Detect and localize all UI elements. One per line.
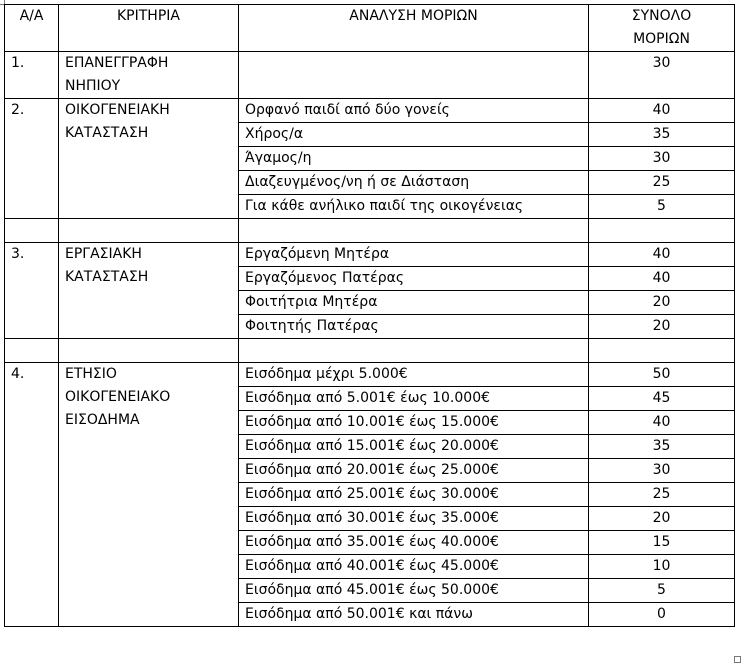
table-row (5, 52, 735, 99)
analysis-cell: Εισόδημα από 10.001€ έως 15.000€ (239, 411, 589, 435)
analysis-cell: Διαζευγμένος/νη ή σε Διάσταση (239, 171, 589, 195)
analysis-cell: Άγαμος/η (239, 147, 589, 171)
analysis-cell: Χήρος/α (239, 123, 589, 147)
criterion-line: ΟΙΚΟΓΕΝΕΙΑΚΟ (65, 389, 171, 405)
table-row (5, 363, 735, 387)
points-cell: 40 (589, 411, 735, 435)
analysis-cell: Για κάθε ανήλικο παιδί της οικογένειας (239, 195, 589, 219)
analysis-cell: Εισόδημα από 15.001€ έως 20.000€ (239, 435, 589, 459)
points-cell: 15 (589, 531, 735, 555)
analysis-cell: Εισόδημα από 50.001€ και πάνω (239, 603, 589, 627)
analysis-cell: Εργαζόμενη Μητέρα (239, 243, 589, 267)
criterion-cell (59, 243, 239, 339)
table-row (5, 99, 735, 123)
points-cell: 40 (589, 243, 735, 267)
criterion-line: ΕΡΓΑΣΙΑΚΗ (65, 246, 142, 262)
table-body (5, 52, 735, 627)
criterion-cell (59, 99, 239, 219)
criterion-line: ΚΑΤΑΣΤΑΣΗ (65, 125, 149, 141)
analysis-cell: Εργαζόμενος Πατέρας (239, 267, 589, 291)
empty-cell (59, 219, 239, 243)
empty-cell (239, 219, 589, 243)
points-cell: 40 (589, 267, 735, 291)
points-cell: 35 (589, 435, 735, 459)
analysis-cell: Εισόδημα από 45.001€ έως 50.000€ (239, 579, 589, 603)
header-criteria: ΚΡΙΤΗΡΙΑ (59, 5, 239, 52)
criterion-cell (59, 363, 239, 627)
criteria-table (4, 4, 735, 627)
analysis-cell: Φοιτήτρια Μητέρα (239, 291, 589, 315)
analysis-cell: Εισόδημα μέχρι 5.000€ (239, 363, 589, 387)
points-cell: 50 (589, 363, 735, 387)
table-resize-handle[interactable] (734, 656, 741, 663)
row-number: 3. (5, 243, 59, 339)
empty-cell (239, 339, 589, 363)
criterion-cell (59, 52, 239, 99)
points-cell: 0 (589, 603, 735, 627)
row-number: 1. (5, 52, 59, 99)
empty-cell (589, 339, 735, 363)
spacer-row (5, 339, 735, 363)
points-cell: 20 (589, 507, 735, 531)
points-cell: 45 (589, 387, 735, 411)
points-cell: 5 (589, 579, 735, 603)
points-cell: 5 (589, 195, 735, 219)
criterion-line: ΝΗΠΙΟΥ (65, 78, 121, 94)
header-analysis: ΑΝΑΛΥΣΗ ΜΟΡΙΩΝ (239, 5, 589, 52)
empty-cell (5, 219, 59, 243)
analysis-cell: Εισόδημα από 20.001€ έως 25.000€ (239, 459, 589, 483)
criterion-line: ΕΤΗΣΙΟ (65, 366, 117, 382)
header-total (589, 5, 735, 52)
spacer-row (5, 219, 735, 243)
points-cell: 30 (589, 147, 735, 171)
points-cell: 10 (589, 555, 735, 579)
criterion-line: ΕΙΣΟΔΗΜΑ (65, 412, 140, 428)
points-cell: 25 (589, 483, 735, 507)
header-row (5, 5, 735, 52)
points-cell: 30 (589, 52, 735, 99)
points-cell: 20 (589, 291, 735, 315)
row-number: 2. (5, 99, 59, 219)
points-cell: 25 (589, 171, 735, 195)
points-cell: 30 (589, 459, 735, 483)
analysis-cell: Ορφανό παιδί από δύο γονείς (239, 99, 589, 123)
header-total-line2: ΜΟΡΙΩΝ (633, 31, 690, 47)
analysis-cell: Εισόδημα από 40.001€ έως 45.000€ (239, 555, 589, 579)
analysis-cell: Εισόδημα από 25.001€ έως 30.000€ (239, 483, 589, 507)
points-cell: 20 (589, 315, 735, 339)
analysis-cell: Εισόδημα από 30.001€ έως 35.000€ (239, 507, 589, 531)
points-cell: 35 (589, 123, 735, 147)
criterion-line: ΟΙΚΟΓΕΝΕΙΑΚΗ (65, 102, 170, 118)
criterion-line: ΚΑΤΑΣΤΑΣΗ (65, 269, 149, 285)
empty-cell (59, 339, 239, 363)
table-row (5, 243, 735, 267)
empty-cell (5, 339, 59, 363)
header-total-line1: ΣΥΝΟΛΟ (631, 8, 692, 24)
header-aa: Α/Α (5, 5, 59, 52)
analysis-cell (239, 52, 589, 99)
analysis-cell: Εισόδημα από 35.001€ έως 40.000€ (239, 531, 589, 555)
points-cell: 40 (589, 99, 735, 123)
analysis-cell: Εισόδημα από 5.001€ έως 10.000€ (239, 387, 589, 411)
empty-cell (589, 219, 735, 243)
analysis-cell: Φοιτητής Πατέρας (239, 315, 589, 339)
row-number: 4. (5, 363, 59, 627)
criterion-line: ΕΠΑΝΕΓΓΡΑΦΗ (65, 55, 169, 71)
